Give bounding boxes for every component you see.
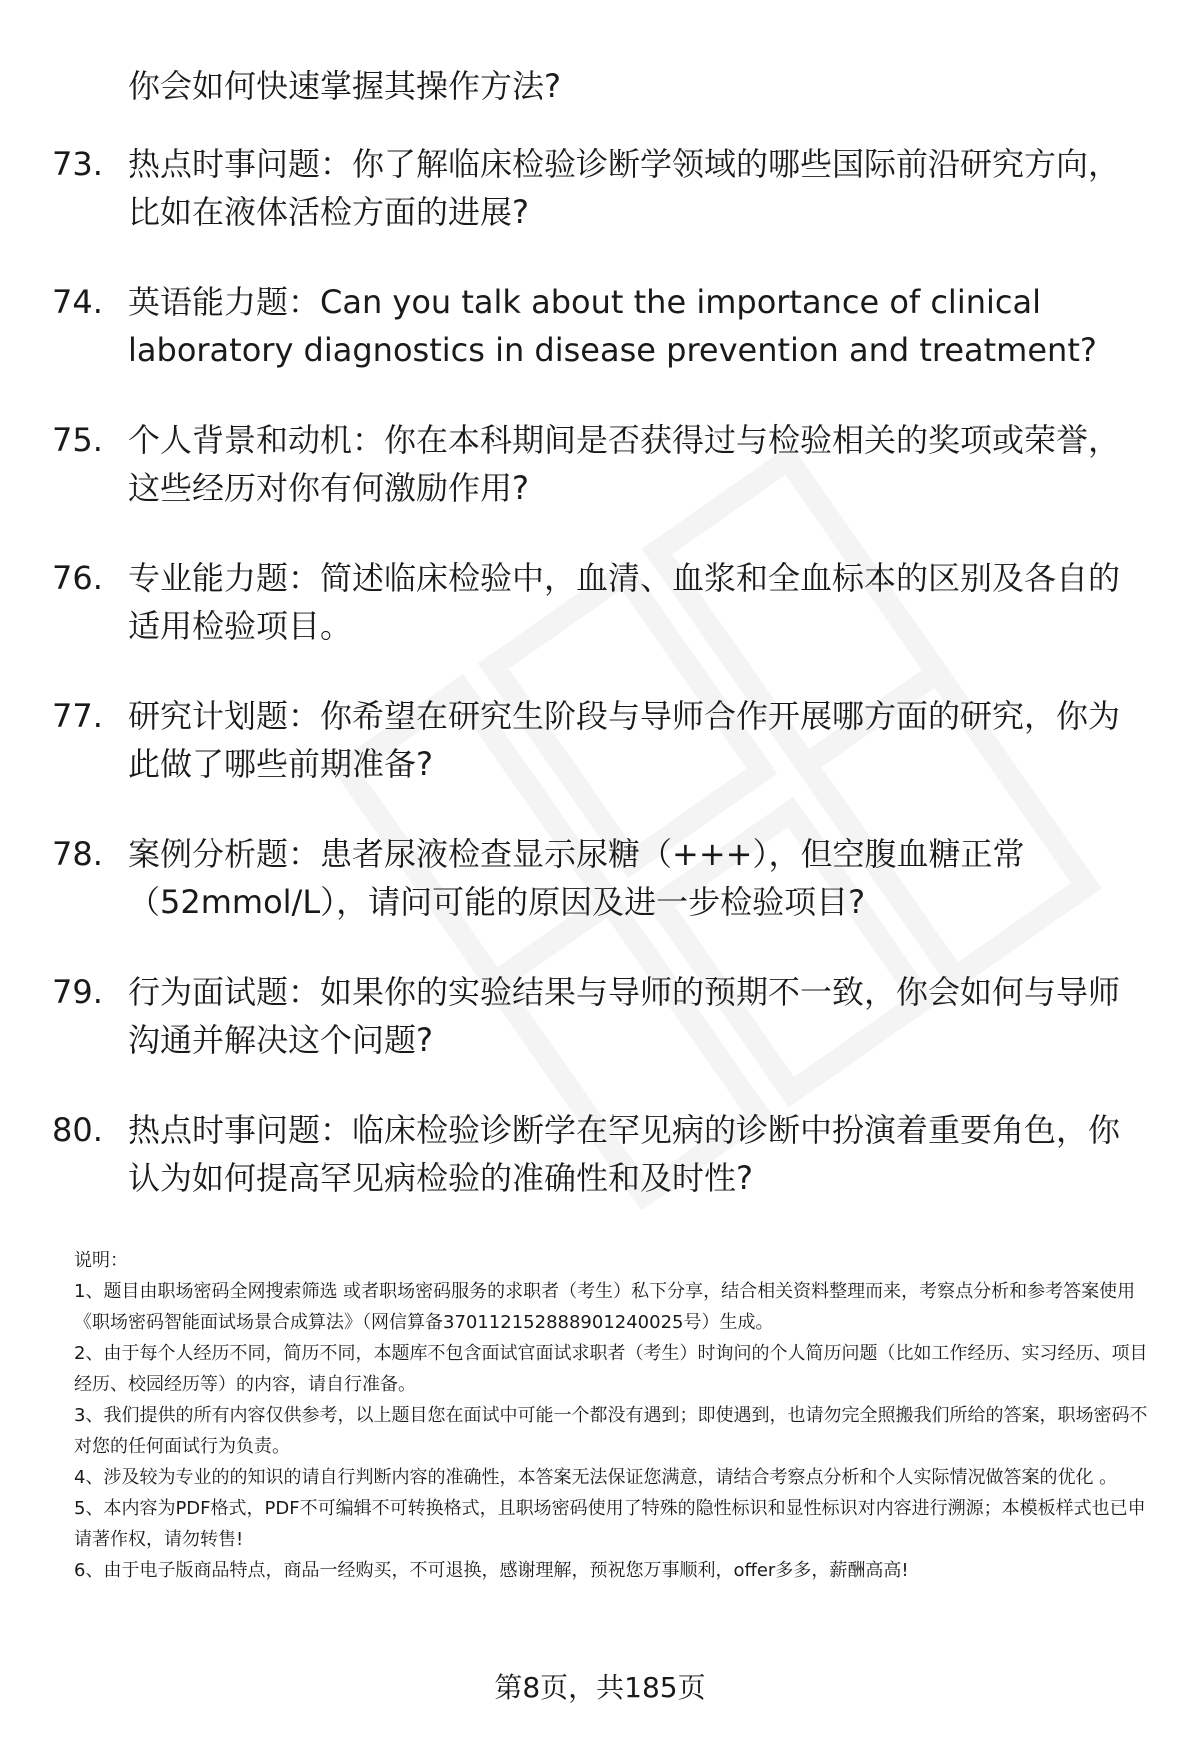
question-number: 78. <box>52 835 103 873</box>
question-number: 74. <box>52 283 103 321</box>
note-item: 6、由于电子版商品特点，商品一经购买，不可退换，感谢理解，预祝您万事顺利，offer多多，薪酬高高! <box>74 1560 909 1581</box>
question-number: 73. <box>52 145 103 183</box>
note-item: 1、题目由职场密码全网搜索筛选 或者职场密码服务的求职者（考生）私下分享，结合相关资料整理而来，考察点分析和参考答案使用《职场密码智能面试场景合成算法》（网信算备370112152888901240025号）生成。 <box>74 1281 1136 1333</box>
question-item <box>0 554 1200 650</box>
question-number: 75. <box>52 421 103 459</box>
question-text: 专业能力题：简述临床检验中，血清、血浆和全血标本的区别及各自的适用检验项目。 <box>128 559 1121 645</box>
notes-section <box>74 1245 1154 1586</box>
question-item <box>0 278 1200 374</box>
note-item: 2、由于每个人经历不同，简历不同，本题库不包含面试官面试求职者（考生）时询问的个人简历问题（比如工作经历、实习经历、项目经历、校园经历等）的内容，请自行准备。 <box>74 1343 1148 1395</box>
question-number: 80. <box>52 1111 103 1149</box>
note-item: 5、本内容为PDF格式，PDF不可编辑不可转换格式，且职场密码使用了特殊的隐性标识和显性标识对内容进行溯源；本模板样式也已申请著作权，请勿转售! <box>74 1498 1146 1550</box>
note-item: 4、涉及较为专业的的知识的请自行判断内容的准确性，本答案无法保证您满意，请结合考察点分析和个人实际情况做答案的优化 。 <box>74 1467 1118 1488</box>
question-item <box>0 140 1200 236</box>
question-number: 76. <box>52 559 103 597</box>
question-item <box>0 416 1200 512</box>
question-text: 热点时事问题：你了解临床检验诊断学领域的哪些国际前沿研究方向，比如在液体活检方面的进展? <box>128 145 1121 231</box>
question-number: 77. <box>52 697 103 735</box>
note-item: 3、我们提供的所有内容仅供参考，以上题目您在面试中可能一个都没有遇到；即使遇到，也请勿完全照搬我们所给的答案，职场密码不对您的任何面试行为负责。 <box>74 1405 1148 1457</box>
notes-heading: 说明： <box>74 1250 128 1271</box>
question-item <box>0 968 1200 1064</box>
question-number: 79. <box>52 973 103 1011</box>
question-text: 案例分析题：患者尿液检查显示尿糖（+++），但空腹血糖正常（52mmol/L），请问可能的原因及进一步检验项目? <box>128 835 1025 921</box>
question-continuation: 你会如何快速掌握其操作方法? <box>128 67 561 105</box>
page-footer <box>0 1668 1200 1708</box>
question-list <box>0 140 1200 1244</box>
question-text: 热点时事问题：临床检验诊断学在罕见病的诊断中扮演着重要角色，你认为如何提高罕见病检验的准确性和及时性? <box>128 1111 1121 1197</box>
question-text: 英语能力题：Can you talk about the importance of clinical laboratory diagnostics in disease prevention and treatment? <box>128 283 1097 369</box>
page-number: 第8页，共185页 <box>494 1671 706 1704</box>
question-item <box>0 1106 1200 1202</box>
question-item <box>0 692 1200 788</box>
question-text: 个人背景和动机：你在本科期间是否获得过与检验相关的奖项或荣誉，这些经历对你有何激励作用? <box>128 421 1121 507</box>
question-text: 研究计划题：你希望在研究生阶段与导师合作开展哪方面的研究，你为此做了哪些前期准备? <box>128 697 1121 783</box>
question-item <box>0 830 1200 926</box>
question-text: 行为面试题：如果你的实验结果与导师的预期不一致，你会如何与导师沟通并解决这个问题? <box>128 973 1121 1059</box>
